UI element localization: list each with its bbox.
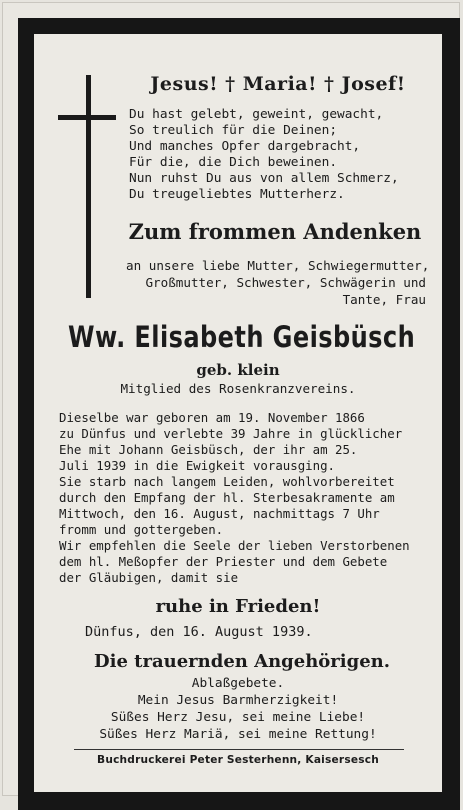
prayer-card: [2, 2, 460, 796]
biography-line: dem hl. Meßopfer der Priester und dem Gebete: [59, 554, 388, 569]
biography-line: Juli 1939 in die Ewigkeit vorausging.: [59, 458, 336, 473]
invocation-title: Jesus! † Maria! † Josef!: [150, 73, 406, 95]
biography-line: Sie starb nach langem Leiden, wohlvorbereitet: [59, 474, 395, 489]
dedication-line: Großmutter, Schwester, Schwägerin und: [145, 275, 426, 290]
poem-line: Du hast gelebt, geweint, gewacht,: [129, 107, 384, 122]
biography-line: der Gläubigen, damit sie: [59, 570, 239, 585]
printer-imprint: Buchdruckerei Peter Sesterhenn, Kaisersesch: [97, 754, 379, 766]
dedication-line: Tante, Frau: [342, 292, 426, 307]
poem-line: Für die, die Dich beweinen.: [129, 155, 338, 170]
indulgence-prayer: Süßes Herz Mariä, sei meine Rettung!: [99, 727, 377, 742]
poem-line: Du treugeliebtes Mutterherz.: [129, 187, 345, 202]
biography-line: zu Dünfus und verlebte 39 Jahre in glücklicher: [59, 426, 403, 441]
dedication-line: an unsere liebe Mutter, Schwiegermutter,: [126, 258, 430, 273]
rest-in-peace: ruhe in Frieden!: [155, 596, 321, 617]
card-content: [34, 34, 442, 792]
poem-line: So treulich für die Deinen;: [129, 123, 338, 138]
mourning-border: [18, 18, 460, 810]
divider: [74, 749, 404, 750]
biography-line: durch den Empfang der hl. Sterbesakramente am: [59, 490, 395, 505]
biography-line: Ehe mit Johann Geisbüsch, der ihr am 25.: [59, 442, 358, 457]
biography-line: Dieselbe war geboren am 19. November 1866: [59, 410, 365, 425]
cross-icon-bar: [58, 115, 116, 120]
deceased-name: Ww. Elisabeth Geisbüsch: [68, 320, 416, 354]
biography-line: Wir empfehlen die Seele der lieben Verstorbenen: [59, 538, 410, 553]
place-date: Dünfus, den 16. August 1939.: [85, 624, 313, 640]
membership: Mitglied des Rosenkranzvereins.: [120, 381, 356, 396]
memorial-heading: Zum frommen Andenken: [128, 219, 422, 244]
biography-line: Mittwoch, den 16. August, nachmittags 7 Uhr: [59, 506, 380, 521]
indulgence-heading: Ablaßgebete.: [191, 676, 285, 691]
poem-line: Und manches Opfer dargebracht,: [129, 139, 361, 154]
biography-line: fromm und gottergeben.: [59, 522, 224, 537]
indulgence-prayer: Mein Jesus Barmherzigkeit!: [137, 693, 339, 708]
cross-icon: [86, 75, 91, 298]
poem-line: Nun ruhst Du aus von allem Schmerz,: [129, 171, 399, 186]
birth-name: geb. klein: [196, 361, 280, 379]
mourners-signature: Die trauernden Angehörigen.: [94, 651, 391, 672]
indulgence-prayer: Süßes Herz Jesu, sei meine Liebe!: [110, 710, 366, 725]
